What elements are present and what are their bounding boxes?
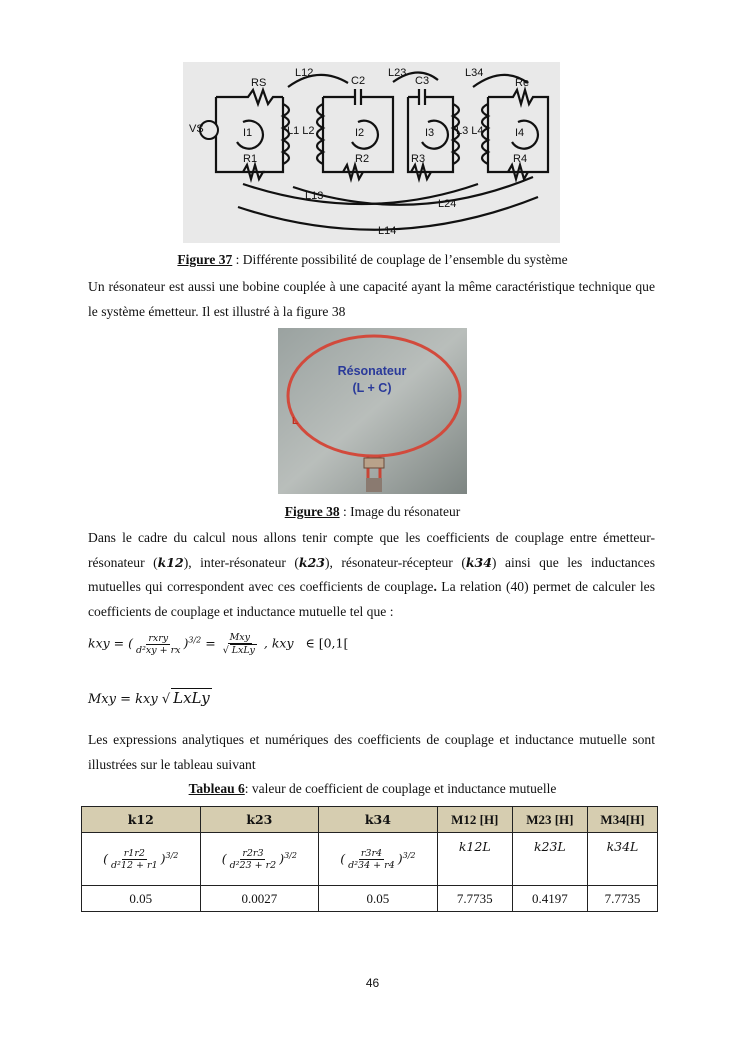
- formula-k34-num: r3r4: [360, 847, 383, 859]
- label-l14: L14: [378, 225, 397, 237]
- formula-k12: ( $\frac{r1r2}{\text{d²12 + r1}}$ )$^{3/2}$: [82, 833, 201, 886]
- paragraph-2-text-c: ), résonateur-récepteur (: [324, 554, 466, 570]
- resonator-image-label-1: Résonateur: [337, 364, 407, 378]
- formula-k34-exp: 3/2: [402, 850, 416, 860]
- page-number: 46: [365, 976, 380, 990]
- label-i4: I4: [515, 127, 525, 139]
- value-k12: 0.05: [82, 886, 201, 912]
- paragraph-2-text-b: ), inter-résonateur (: [183, 554, 299, 570]
- label-r2: R2: [355, 153, 370, 165]
- eq1-tail: , kxy: [259, 635, 294, 651]
- label-c2: C2: [351, 75, 366, 87]
- label-l23: L23: [388, 67, 407, 79]
- paragraph-2-text-e: La relation (40) permet de calculer les coefficients de couplage et inductance mutuelle tel que :: [88, 579, 655, 619]
- paragraph-2-text-a: Dans le cadre du calcul nous allons tenir compte que les coefficients de couplage entre émetteur-résonateur (: [88, 530, 655, 570]
- value-m12: 7.7735: [437, 886, 512, 912]
- figure-37-circuit-diagram: [183, 62, 560, 243]
- header-k23: k23: [200, 807, 319, 833]
- label-l13: L13: [305, 190, 324, 202]
- eq1-range: ∈ [0,1[: [305, 635, 349, 651]
- symbol-k12: k12: [157, 554, 184, 570]
- figure-38-label: Figure 38: [284, 504, 340, 519]
- eq2-lhs: Mxy = kxy: [88, 692, 158, 707]
- paragraph-2-dot: .: [433, 579, 437, 594]
- eq1-equals: =: [201, 635, 220, 651]
- value-k23: 0.0027: [200, 886, 319, 912]
- figure-38-caption-text: : Image du résonateur: [339, 504, 461, 519]
- table-6-caption: [80, 781, 665, 797]
- table-6-label: Tableau 6: [188, 781, 245, 796]
- table-6: [81, 806, 658, 912]
- paragraph-3: Les expressions analytiques et numériques des coefficients de couplage et inductance mutuelle sont illustrées sur le tableau suivant: [88, 732, 655, 772]
- equation-mutual-inductance: Mxy = kxy √ LxLy: [88, 689, 210, 707]
- eq1-numerator: rxry: [148, 632, 169, 644]
- equation-coupling-coefficient: kxy = ( $\frac{\text{rxry}}{\text{d²xy + rx}}$ )$^{3/2}$ = $\frac{\text{Mxy}}{\text{√ LxLy}}$ , kxy ∈ [0,1[: [88, 632, 349, 656]
- value-k34: 0.05: [319, 886, 438, 912]
- formula-k12-den: d²12 + r1: [111, 859, 158, 871]
- symbol-k23: k23: [298, 554, 325, 570]
- figure-37-caption: [80, 252, 665, 268]
- value-m23: 0.4197: [512, 886, 587, 912]
- label-i3: I3: [425, 127, 435, 139]
- header-k12: k12: [82, 807, 201, 833]
- formula-k12-exp: 3/2: [165, 850, 179, 860]
- formula-k23-exp: 3/2: [284, 850, 297, 860]
- formula-k12-num: r1r2: [123, 847, 145, 859]
- label-re: Re: [515, 77, 530, 89]
- eq2-sqrt: LxLy: [173, 689, 210, 707]
- label-vs: VS: [189, 123, 204, 135]
- label-i1: I1: [243, 127, 253, 139]
- label-r3: R3: [411, 153, 426, 165]
- figure-37-label: Figure 37: [177, 252, 233, 267]
- formula-k23-num: r2r3: [242, 847, 264, 859]
- symbol-k34: k34: [465, 554, 492, 570]
- figure-38-caption: [80, 504, 665, 520]
- eq1-denominator: d²xy + rx: [135, 644, 181, 656]
- paragraph-1: Un résonateur est aussi une bobine couplée à une capacité ayant la même caractéristique technique que le système émetteur. Il est illustré à la figure 38: [88, 279, 655, 319]
- label-r4: R4: [513, 153, 528, 165]
- eq1-numerator-2: Mxy: [229, 632, 251, 643]
- formula-k23: ( $\frac{r2r3}{\text{d²23 + r2}}$ )$^{3/2}$: [200, 833, 319, 886]
- eq1-denominator-2: LxLy: [231, 645, 255, 656]
- header-m12: M12 [H]: [437, 807, 512, 833]
- label-rs: RS: [251, 77, 267, 89]
- figure-38-resonator-image: [278, 328, 467, 494]
- resonator-image-label-2: (L + C): [352, 381, 392, 395]
- header-m23: M23 [H]: [512, 807, 587, 833]
- label-l24: L24: [438, 198, 457, 210]
- eq1-fraction: [134, 633, 183, 656]
- header-m34: M34[H]: [587, 807, 657, 833]
- formula-k34-den: d²34 + r4: [348, 859, 395, 871]
- table-6-caption-text: : valeur de coefficient de couplage et inductance mutuelle: [244, 781, 557, 796]
- svg-text:L: L: [292, 416, 299, 427]
- label-l34: L34: [465, 67, 484, 79]
- paragraph-2: [88, 526, 655, 624]
- figure-37-caption-text: : Différente possibilité de couplage de l’ensemble du système: [232, 252, 568, 267]
- label-r1: R1: [243, 153, 258, 165]
- table-formula-row: [82, 833, 658, 886]
- formula-m23: k23L: [512, 833, 587, 886]
- label-i2: I2: [355, 127, 365, 139]
- eq1-fraction-2: $\frac{\text{Mxy}}{\text{√ LxLy}}$: [222, 632, 255, 656]
- table-header-row: [82, 807, 658, 833]
- formula-m12: k12L: [437, 833, 512, 886]
- table-value-row: [82, 886, 658, 912]
- value-m34: 7.7735: [587, 886, 657, 912]
- label-l1l2: L1 L2: [287, 125, 315, 137]
- label-l3l4: L3 L4: [456, 125, 484, 137]
- formula-m34: k34L: [587, 833, 657, 886]
- formula-k23-den: d²23 + r2: [229, 859, 277, 871]
- formula-k34: ( $\frac{r3r4}{\text{d²34 + r4}}$ )$^{3/2}$: [319, 833, 438, 886]
- eq1-lhs: kxy = (: [88, 635, 133, 651]
- label-l12: L12: [295, 67, 314, 79]
- eq1-exponent: 3/2: [188, 635, 202, 645]
- label-c3: C3: [415, 75, 430, 87]
- header-k34: k34: [319, 807, 438, 833]
- paragraph-2-text-d: ) ainsi que les inductances mutuelles qui correspondent avec ces coefficients de couplage: [88, 554, 655, 594]
